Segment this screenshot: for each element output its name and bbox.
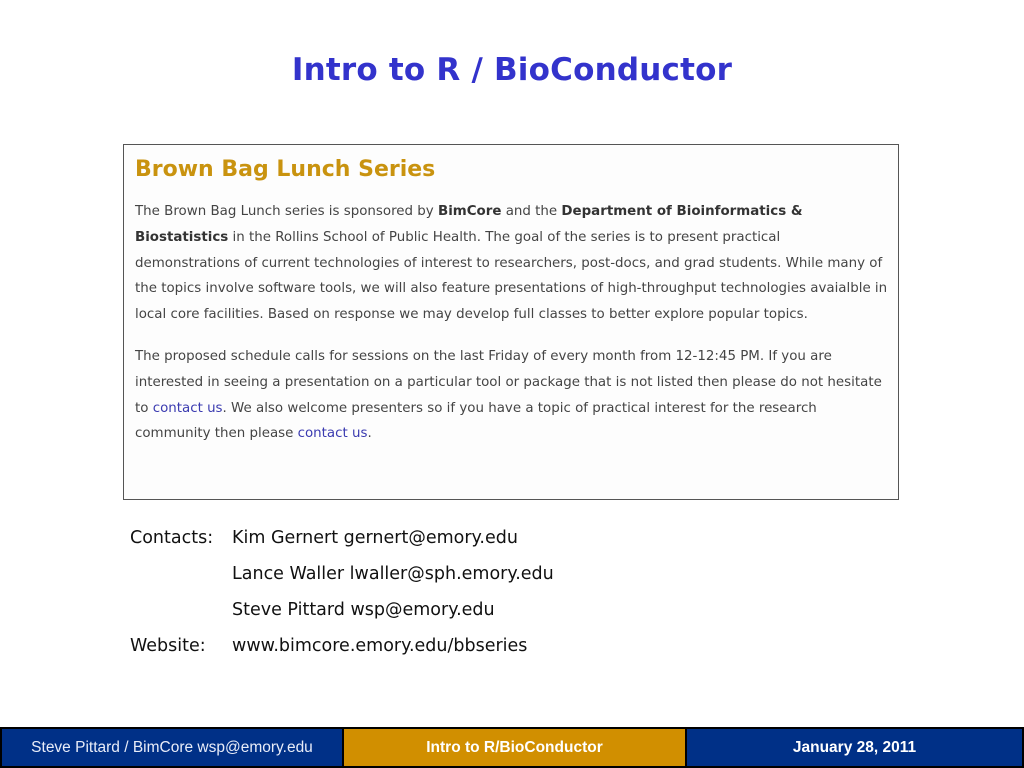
intro-text-2: and the (501, 204, 562, 219)
slide-footer (0, 727, 1024, 768)
website-row (130, 634, 554, 670)
website-url: www.bimcore.emory.edu/bbseries (232, 636, 528, 656)
contact-person: Steve Pittard wsp@emory.edu (232, 600, 495, 620)
intro-paragraph (135, 199, 888, 328)
contact-person: Kim Gernert gernert@emory.edu (232, 528, 518, 548)
contacts-label: Contacts: (130, 528, 214, 548)
contact-us-link-2[interactable]: contact us (297, 426, 368, 442)
schedule-text-2: . We also welcome presenters so if you have a topic of practical interest for the research community then please (135, 400, 817, 442)
contact-row (130, 562, 554, 598)
contact-row (130, 526, 554, 562)
footer-author: Steve Pittard / BimCore wsp@emory.edu (2, 729, 342, 766)
contact-person: Lance Waller lwaller@sph.emory.edu (232, 564, 554, 584)
footer-date: January 28, 2011 (687, 729, 1022, 766)
footer-title: Intro to R/BioConductor (342, 729, 687, 766)
contact-us-link-1[interactable]: contact us (152, 400, 223, 416)
bimcore-bold: BimCore (437, 204, 502, 219)
intro-text-3: in the Rollins School of Public Health. The goal of the series is to present practical demonstrations of current technologies of interest to researchers, post-docs, and grad students. While many of the topics involve software tools, we will also feature presentations of high-throughput technologies avaialble in local core facilities. Based on response we may develop full classes to better explore popular topics. (135, 229, 888, 323)
website-label: Website: (130, 636, 206, 656)
slide-title: Intro to R / BioConductor (291, 52, 733, 88)
department-bold: Department of Bioinformatics & Biostatistics (135, 204, 803, 245)
schedule-text-3: . (367, 426, 372, 442)
intro-text-1: The Brown Bag Lunch series is sponsored by (135, 204, 438, 219)
brown-bag-screenshot (123, 144, 899, 500)
screenshot-heading: Brown Bag Lunch Series (135, 157, 436, 182)
contact-row (130, 598, 554, 634)
contacts-block (130, 526, 554, 670)
schedule-paragraph (135, 344, 888, 447)
schedule-text-1: The proposed schedule calls for sessions on the last Friday of every month from 12-12:45 PM. If you are interested in seeing a presentation on a particular tool or package that is not listed then please do not hesitate to (135, 348, 882, 416)
